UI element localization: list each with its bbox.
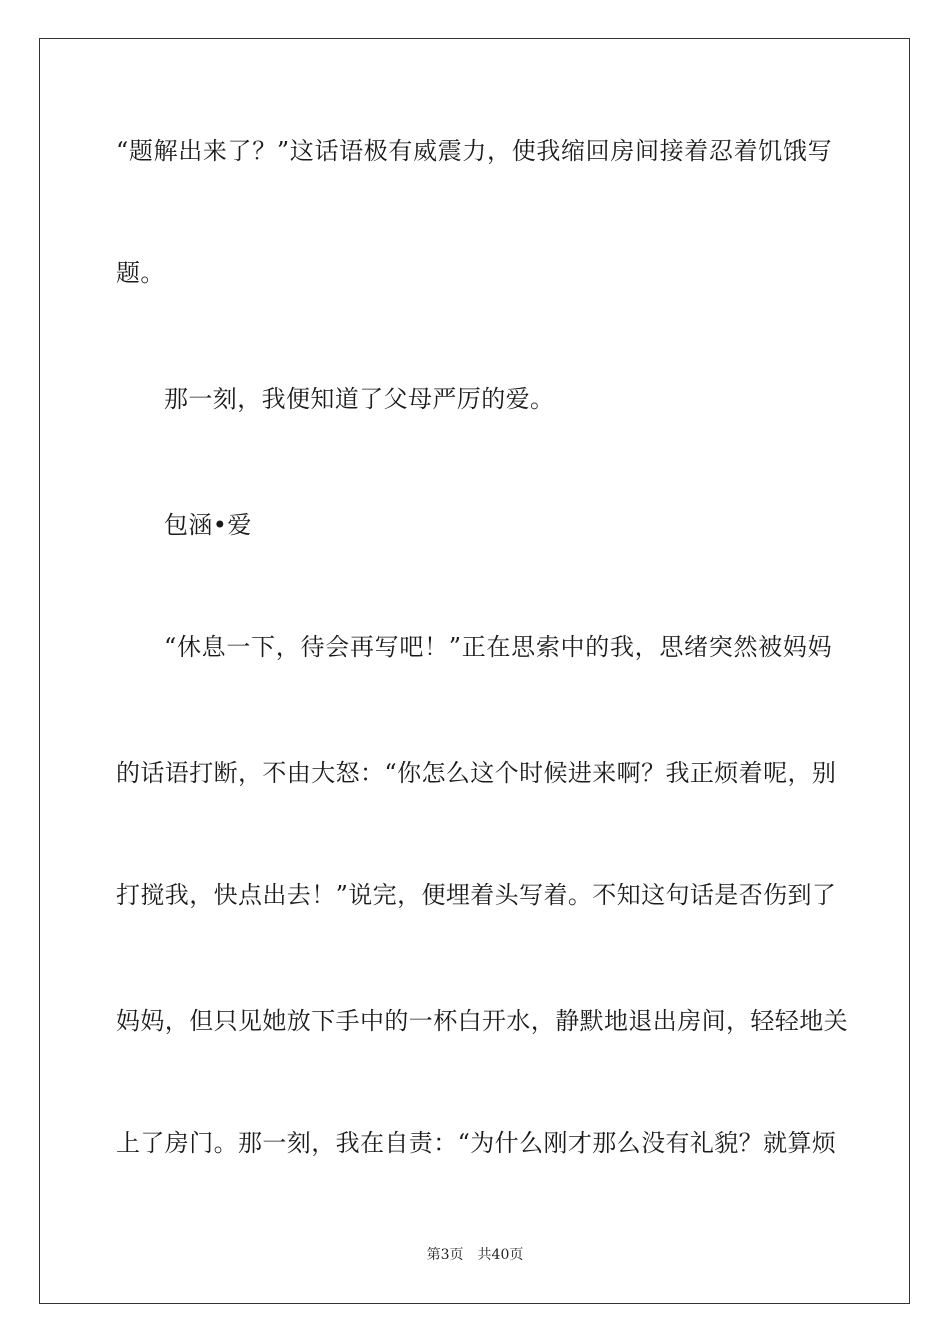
page-number: 第3页 [426,1247,464,1263]
total-pages: 共40页 [477,1247,524,1263]
text-line: 妈妈，但只见她放下手中的一杯白开水，静默地退出房间，轻轻地关 [116,1007,848,1035]
text-line: 那一刻，我便知道了父母严厉的爱。 [164,385,555,413]
text-line: 题。 [116,259,165,287]
page-border [39,38,910,1304]
text-line: “题解出来了？”这话语极有威震力，使我缩回房间接着忍着饥饿写 [116,137,832,165]
text-line: 打搅我，快点出去！”说完，便埋着头写着。不知这句话是否伤到了 [116,881,837,909]
section-heading: 包涵•爱 [164,511,252,539]
text-line: 的话语打断，不由大怒：“你怎么这个时候进来啊？我正烦着呢，别 [116,759,837,787]
text-line: 上了房门。那一刻，我在自责：“为什么刚才那么没有礼貌？就算烦 [116,1129,837,1157]
text-line: “休息一下，待会再写吧！”正在思索中的我，思绪突然被妈妈 [164,633,832,661]
page-footer [0,1246,950,1264]
